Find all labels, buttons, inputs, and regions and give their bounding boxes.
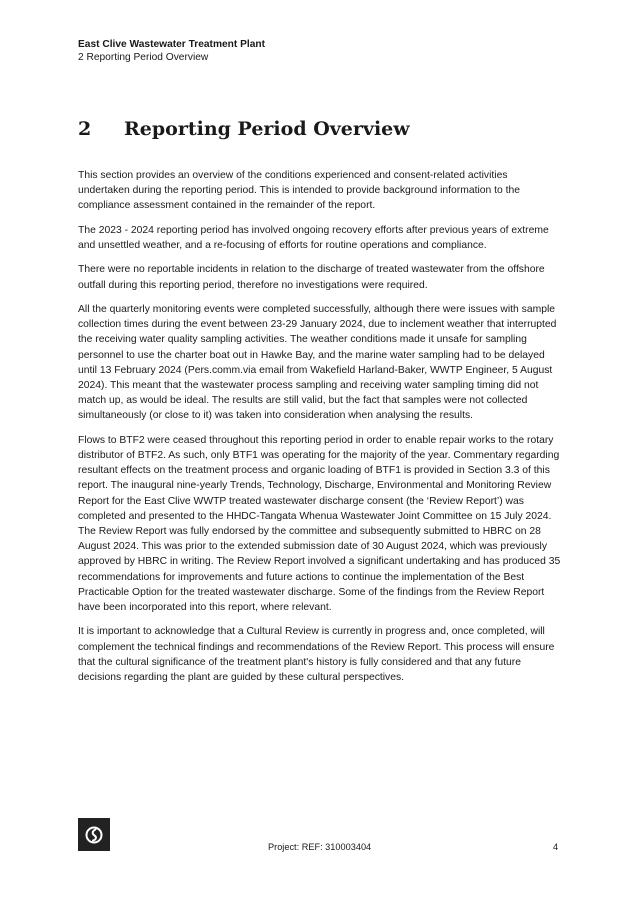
project-reference: Project: REF: 310003404 xyxy=(268,842,372,852)
paragraph-cultural-review: It is important to acknowledge that a Cultural Review is currently in progress and, once completed, will complement the technical findings and recommendations of the Review Report. This process will ensure that the cultural significance of the treatment plant's history is fully considered and that any future decisions regarding the plant are guided by these cultural perspectives. xyxy=(78,626,555,684)
section-heading xyxy=(78,117,410,141)
paragraph-reporting-period: The 2023 - 2024 reporting period has involved ongoing recovery efforts after previous years of extreme and unsettled weather, and a re-focusing of efforts for routine operations and compliance. xyxy=(78,224,549,251)
logo-swirl-icon xyxy=(84,825,104,845)
section-body xyxy=(78,168,562,694)
paragraph-incidents: There were no reportable incidents in relation to the discharge of treated wastewater from the offshore outfall during this reporting period, therefore no investigations were required. xyxy=(78,264,545,291)
company-logo-icon xyxy=(78,818,110,851)
section-title: Reporting Period Overview xyxy=(124,118,410,140)
section-breadcrumb: 2 Reporting Period Overview xyxy=(78,52,209,63)
running-header xyxy=(78,38,265,64)
document-title: East Clive Wastewater Treatment Plant xyxy=(78,39,266,50)
paragraph-btf-review-report: Flows to BTF2 were ceased throughout this reporting period in order to enable repair works to the rotary distributor of BTF2. As such, only BTF1 was operating for the majority of the year. Commentary regarding resultant effects on the treatment process and organic loading of BTF1 is provided in Section 3.3 of this report. The inaugural nine-yearly Trends, Technology, Discharge, Environmental and Monitoring Review Report for the East Clive WWTP treated wastewater discharge consent (the ‘Review Report’) was completed and presented to the HHDC-Tangata Whenua Wastewater Joint Committee on 15 July 2024. The Review Report was fully endorsed by the committee and subsequently submitted to HBRC on 28 August 2024. This was prior to the extended submission date of 30 August 2024, which was previously approved by HBRC in writing. The Review Report involved a significant undertaking and has produced 35 recommendations for improvements and future actions to continue the implementation of the Best Practicable Option for the treated wastewater discharge. Some of the findings from the Review Report have been incorporated into this report, where relevant. xyxy=(78,434,561,614)
page-number: 4 xyxy=(553,842,559,852)
paragraph-monitoring: All the quarterly monitoring events were completed successfully, although there were issues with sample collection times during the event between 23-29 January 2024, due to inclement weather that interrupted the receiving water quality sampling activities. The weather conditions made it unsafe for sampling personnel to use the charter boat out in Hawke Bay, and the marine water sampling had to be delayed until 13 February 2024 (Pers.comm.via email from Wakefield Harland-Baker, WWTP Engineer, 5 August 2024). This meant that the wastewater process sampling and receiving water sampling timing did not match up, as would be ideal. The results are still valid, but the fact that samples were not collected simultaneously (or close to it) was taken into consideration when analysing the results. xyxy=(78,303,557,422)
paragraph-intro: This section provides an overview of the conditions experienced and consent-related activities undertaken during the reporting period. This is intended to provide background information to the compliance assessment contained in the remainder of the report. xyxy=(78,170,520,212)
section-number: 2 xyxy=(78,118,92,140)
